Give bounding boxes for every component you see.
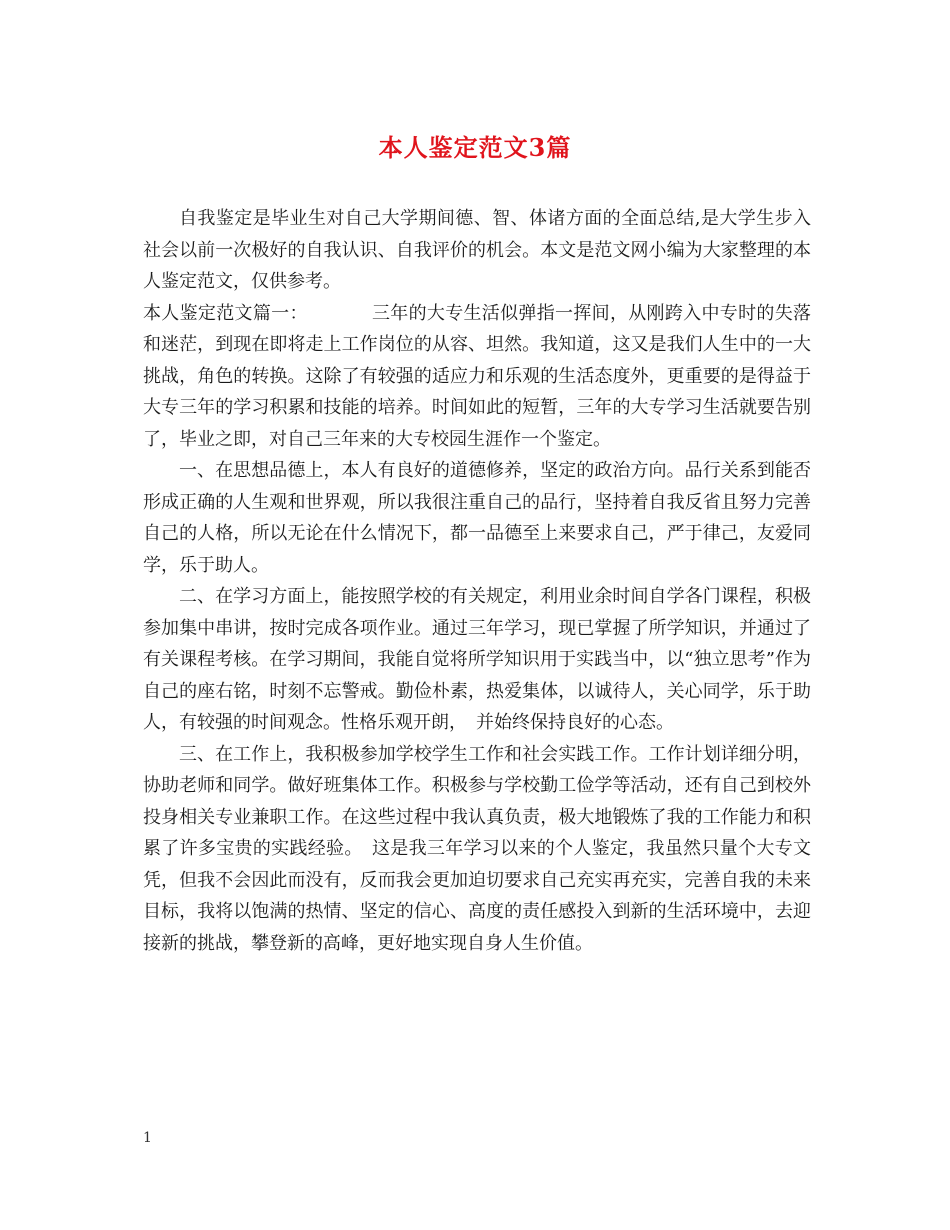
document-title: 本人鉴定范文3篇 <box>378 133 572 162</box>
paragraph-work: 三、在工作上，我积极参加学校学生工作和社会实践工作。工作计划详细分明，协助老师和同学。做好班集体工作。积极参与学校勤工俭学等活动，还有自己到校外投身相关专业兼职工作。在这些过程中我认真负责，极大地锻炼了我的工作能力和积累了许多宝贵的实践经验。 这是我三年学习以来的个人鉴定，我虽然只量个大专文凭，但我不会因此而没有，反而我会更加迫切要求自己充实再充实，完善自我的未来目标，我将以饱满的热情、坚定的信心、高度的责任感投入到新的生活环境中，去迎接新的挑战，攀登新的高峰，更好地实现自身人生价值。 <box>143 743 811 954</box>
paragraph-sample-one: 本人鉴定范文篇一： 三年的大专生活似弹指一挥间，从刚跨入中专时的失落和迷茫，到现在即将走上工作岗位的从容、坦然。我知道，这又是我们人生中的一大挑战，角色的转换。这除了有较强的适应力和乐观的生活态度外，更重要的是得益于大专三年的学习积累和技能的培养。时间如此的短暂，三年的大专学习生活就要告别了，毕业之即，对自己三年来的大专校园生涯作一个鉴定。 <box>143 302 811 450</box>
document-body <box>143 203 811 959</box>
page-number: 1 <box>143 1130 152 1146</box>
paragraph-study: 二、在学习方面上，能按照学校的有关规定，利用业余时间自学各门课程，积极参加集中串讲，按时完成各项作业。通过三年学习，现已掌握了所学知识，并通过了有关课程考核。在学习期间，我能自觉将所学知识用于实践当中，以“独立思考”作为自己的座右铭，时刻不忘警戒。勤俭朴素，热爱集体，以诚待人，关心同学，乐于助人，有较强的时间观念。性格乐观开朗， 并始终保持良好的心态。 <box>143 586 811 733</box>
paragraph-morality: 一、在思想品德上，本人有良好的道德修养，坚定的政治方向。品行关系到能否形成正确的人生观和世界观，所以我很注重自己的品行，坚持着自我反省且努力完善自己的人格，所以无论在什么情况下，都一品德至上来要求自己，严于律己，友爱同学，乐于助人。 <box>143 460 811 576</box>
paragraph-intro: 自我鉴定是毕业生对自己大学期间德、智、体诸方面的全面总结,是大学生步入社会以前一次极好的自我认识、自我评价的机会。本文是范文网小编为大家整理的本人鉴定范文，仅供参考。 <box>143 208 811 292</box>
